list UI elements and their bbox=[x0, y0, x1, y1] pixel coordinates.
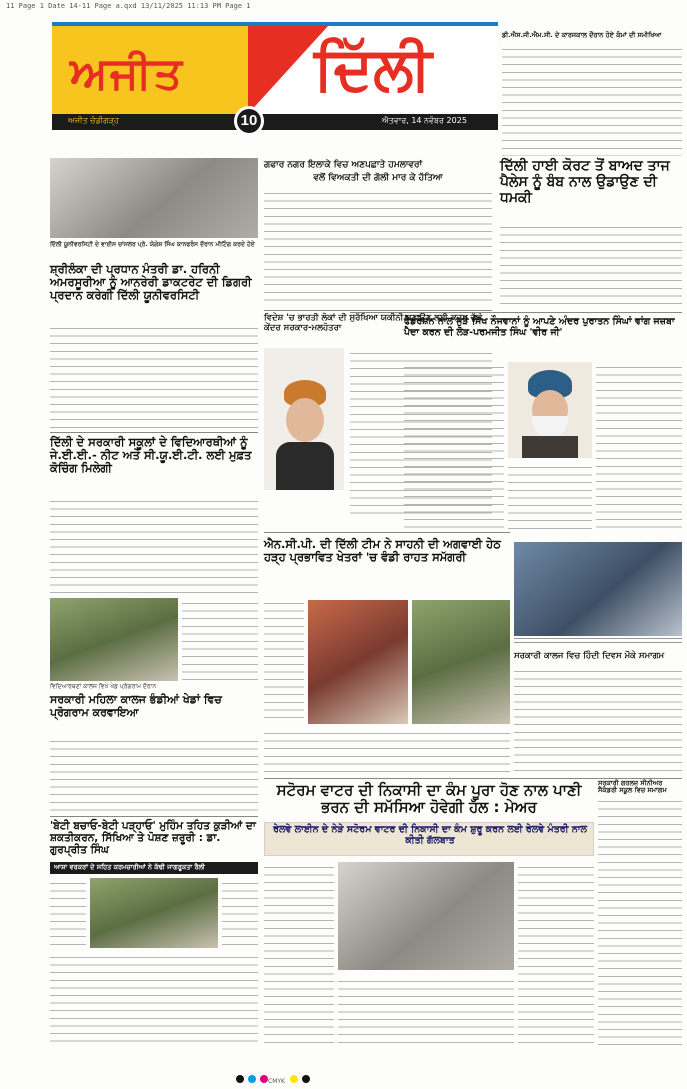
storm-water-headline: ਸਟੋਰਮ ਵਾਟਰ ਦੀ ਨਿਕਾਸੀ ਦਾ ਕੰਮ ਪੂਰਾ ਹੋਣ ਨਾਲ ਪਾਣੀ ਭਰਨ ਦੀ ਸਮੱਸਿਆ ਹੋਵੇਗੀ ਹੱਲ : ਮੇਅਰ bbox=[276, 781, 582, 817]
coaching-headline: ਦਿੱਲੀ ਦੇ ਸਰਕਾਰੀ ਸਕੂਲਾਂ ਦੇ ਵਿਦਿਆਰਥੀਆਂ ਨੂੰ ਜੇ.ਈ.ਈ.- ਨੀਟ ਅਤੇ ਸੀ.ਯੂ.ਈ.ਟੀ. ਲਈ ਮੁਫ਼ਤ ਕੋਚਿੰਗ ਮਿਲੇਗੀ bbox=[50, 435, 252, 476]
storm-water-body-left bbox=[264, 862, 334, 1048]
beti-bachao-headline: 'ਬੇਟੀ ਬਚਾਓ-ਬੇਟੀ ਪੜ੍ਹਾਓ' ਮੁਹਿੰਮ ਤਹਿਤ ਕੁੜੀਆਂ ਦਾ ਸ਼ਕਤੀਕਰਨ, ਸਿੱਖਿਆ ਤੇ ਪੋਸ਼ਣ ਜ਼ਰੂਰੀ : ਡਾ. ਗੁਰਪ੍ਰੀਤ ਸਿੰਘ bbox=[50, 820, 256, 857]
du-meeting-caption: ਦਿੱਲੀ ਯੂਨੀਵਰਸਿਟੀ ਦੇ ਵਾਈਸ ਚਾਂਸਲਰ ਪ੍ਰੋ. ਯੋਗੇਸ਼ ਸਿੰਘ ਕਾਨਫਰੰਸ ਦੌਰਾਨ ਮੀਟਿੰਗ ਕਰਦੇ ਹੋਏ bbox=[50, 241, 255, 248]
beti-bachao-body-left bbox=[50, 878, 86, 948]
registration-mark bbox=[260, 1075, 268, 1083]
right-top-body bbox=[502, 44, 682, 156]
hindi-diwas-headline: ਸਰਕਾਰੀ ਕਾਲਜ ਵਿਚ ਹਿੰਦੀ ਦਿਵਸ ਮੌਕੇ ਸਮਾਗਮ bbox=[514, 651, 665, 661]
beti-bachao-body-right bbox=[222, 878, 258, 948]
ncp-relief-photo-1 bbox=[308, 600, 408, 724]
ncp-body-left bbox=[264, 598, 304, 722]
school-program-headline: ਸਰਕਾਰੀ ਗਰਲਜ਼ ਸੀਨੀਅਰ ਸੈਕੰਡਰੀ ਸਕੂਲ ਵਿਚ ਸਮਾਗਮ bbox=[598, 779, 667, 795]
side-story-body bbox=[182, 598, 258, 681]
issue-date: ਐਤਵਾਰ, 14 ਨਵੰਬਰ 2025 bbox=[382, 116, 467, 125]
divider bbox=[50, 432, 258, 433]
du-story-body bbox=[50, 323, 258, 431]
federation-headline: ਫੈਡਰੇਸ਼ਨ ਨਾਲ ਜੁੜੇ ਸਿੱਖ ਨੌਜਵਾਨਾਂ ਨੂੰ ਆਪਣੇ ਅੰਦਰ ਪੁਰਾਤਨ ਸਿੰਘਾਂ ਵਾਂਗ ਜਜ਼ਬਾ ਪੈਦਾ ਕਰਨ ਦੀ ਲੋੜ-ਪਰਮਜੀਤ ਸਿੰਘ 'ਵੀਰ ਜੀ' bbox=[404, 316, 675, 338]
beti-bachao-body-bottom bbox=[50, 952, 258, 1048]
paramjit-singh-photo bbox=[508, 362, 592, 458]
du-headline: ਸ਼੍ਰੀਲੰਕਾ ਦੀ ਪ੍ਰਧਾਨ ਮੰਤਰੀ ਡਾ. ਹਰਿਨੀ ਅਮਰਸੂਰੀਆ ਨੂੰ ਆਨਰੇਰੀ ਡਾਕਟਰੇਟ ਦੀ ਡਿਗਰੀ ਪ੍ਰਦਾਨ ਕਰੇਗੀ ਦਿੱਲੀ ਯੂਨੀਵਰਸਿਟੀ bbox=[50, 262, 252, 303]
federation-body-right bbox=[596, 362, 682, 532]
ghaffar-nagar-body bbox=[264, 188, 492, 302]
divider bbox=[350, 312, 682, 313]
registration-mark bbox=[302, 1075, 310, 1083]
storm-water-body-mid bbox=[338, 976, 514, 1048]
masthead-title-delhi: ਦਿੱਲੀ bbox=[314, 34, 432, 104]
edition-label: ਅਜੀਤ ਚੰਡੀਗੜ੍ਹ bbox=[68, 116, 119, 125]
cmyk-label: CMYK bbox=[268, 1078, 285, 1085]
ncp-body-bottom bbox=[264, 728, 510, 774]
storm-water-body-right bbox=[518, 862, 594, 1048]
divider bbox=[264, 310, 492, 311]
divider bbox=[50, 816, 258, 817]
du-meeting-photo bbox=[50, 158, 258, 238]
masthead bbox=[52, 22, 498, 129]
awareness-rally-photo bbox=[90, 878, 218, 948]
college-sports-photo bbox=[50, 598, 178, 681]
ghaffar-nagar-kicker: ਗਫਾਰ ਨਗਰ ਇਲਾਕੇ ਵਿਚ ਅਣਪਛਾਤੇ ਹਮਲਾਵਰਾਂ bbox=[264, 160, 423, 170]
ncp-headline: ਐਨ.ਸੀ.ਪੀ. ਦੀ ਦਿੱਲੀ ਟੀਮ ਨੇ ਸਾਹਨੀ ਦੀ ਅਗਵਾਈ ਹੇਠ ਹੜ੍ਹ ਪ੍ਰਭਾਵਿਤ ਖੇਤਰਾਂ 'ਚ ਵੰਡੀ ਰਾਹਤ ਸਮੱਗਰੀ bbox=[264, 537, 501, 565]
ghaffar-nagar-headline: ਵਲੋਂ ਵਿਅਕਤੀ ਦੀ ਗੋਲੀ ਮਾਰ ਕੇ ਹੱਤਿਆ bbox=[313, 173, 443, 183]
college-sports-caption: ਵਿਦਿਆਰਥਣਾਂ ਕਾਲਜ ਵਿਖੇ ਖੇਡ ਪ੍ਰੋਗਰਾਮ ਦੌਰਾਨ bbox=[50, 683, 157, 690]
taj-palace-body bbox=[500, 222, 682, 308]
college-sports-body bbox=[50, 736, 258, 812]
storm-water-subhead: ਰੇਲਵੇ ਲਾਈਨ ਦੇ ਨੇੜੇ ਸਟੋਰਮ ਵਾਟਰ ਦੀ ਨਿਕਾਸੀ ਦਾ ਕੰਮ ਸ਼ੁਰੂ ਕਰਨ ਲਈ ਰੇਲਵੇ ਮੰਤਰੀ ਨਾਲ ਕੀਤੀ ਗੱਲਬਾਤ bbox=[273, 824, 587, 846]
beti-bachao-subhead: ਆਸ਼ਾ ਵਰਕਰਾਂ ਦੇ ਸਹਿਤ ਕਰਮਚਾਰੀਆਂ ਨੇ ਕੱਢੀ ਜਾਗਰੂਕਤਾ ਰੈਲੀ bbox=[54, 863, 205, 871]
page-number: 10 bbox=[234, 106, 264, 136]
classroom-photo bbox=[514, 542, 682, 636]
federation-body-bottom bbox=[508, 462, 592, 532]
coaching-story-body bbox=[50, 496, 258, 596]
college-sports-headline: ਸਰਕਾਰੀ ਮਹਿਲਾ ਕਾਲਜ ਭੰਡੀਆਂ ਖੇਡਾਂ ਵਿਚ ਪ੍ਰੋਗਰਾਮ ਕਰਵਾਇਆ bbox=[50, 693, 222, 719]
registration-mark bbox=[236, 1075, 244, 1083]
malhotra-headline: ਵਿਦੇਸ਼ 'ਚ ਭਾਰਤੀ ਲੋਕਾਂ ਦੀ ਸੁਰੱਖਿਆ ਯਕੀਨੀ ਬਣਾਉਣ ਲਈ ਕਦਮ ਚੁੱਕੇ ਕੇਂਦਰ ਸਰਕਾਰ-ਮਲਹੋਤਰਾ bbox=[264, 313, 483, 333]
print-slug: 11 Page 1 Date 14-11 Page a.qxd 13/11/2025 11:13 PM Page 1 bbox=[6, 2, 251, 10]
divider bbox=[264, 532, 510, 533]
malhotra-photo bbox=[264, 348, 344, 490]
mayor-meeting-photo bbox=[338, 862, 514, 970]
right-top-headline: ਡੀ.ਐਸ.ਜੀ.ਐਮ.ਸੀ. ਦੇ ਕਾਰਜਕਾਲ ਦੌਰਾਨ ਹੋਏ ਕੰਮਾਂ ਦੀ ਸਮੀਖਿਆ bbox=[502, 31, 662, 39]
face bbox=[286, 398, 324, 442]
far-right-column-body bbox=[598, 796, 682, 1048]
registration-mark bbox=[248, 1075, 256, 1083]
classroom-caption bbox=[514, 638, 682, 646]
registration-mark bbox=[290, 1075, 298, 1083]
hindi-diwas-body bbox=[514, 666, 682, 776]
masthead-title-ajit: ਅਜੀਤ bbox=[70, 48, 184, 99]
taj-palace-headline: ਦਿੱਲੀ ਹਾਈ ਕੋਰਟ ਤੋਂ ਬਾਅਦ ਤਾਜ ਪੈਲੇਸ ਨੂੰ ਬੰਬ ਨਾਲ ਉਡਾਉਣ ਦੀ ਧਮਕੀ bbox=[500, 158, 670, 207]
federation-body-left bbox=[404, 362, 504, 532]
ncp-relief-photo-2 bbox=[412, 600, 510, 724]
